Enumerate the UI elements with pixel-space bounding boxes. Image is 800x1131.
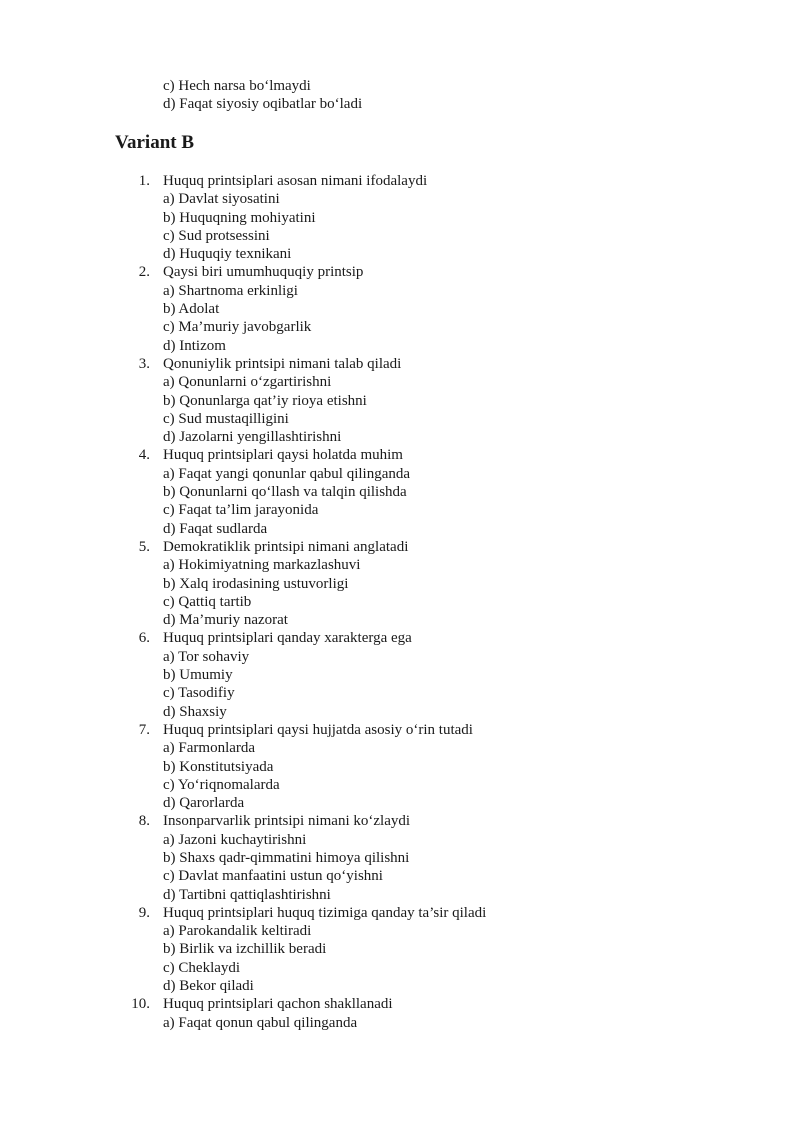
question-text: Huquq printsiplari qanday xarakterga ega [163,630,412,647]
option-text: b) Umumiy [163,667,233,684]
answer-option [0,410,800,428]
option-text: b) Birlik va izchillik beradi [163,941,327,958]
answer-option [0,465,800,483]
option-text: c) Sud protsessini [163,227,270,244]
question-line [0,263,800,281]
option-text: b) Qonunlarga qat’iy rioya etishni [163,392,367,409]
option-text: a) Tor sohaviy [163,648,250,665]
question-number: 7. [138,721,150,738]
answer-option [0,300,800,318]
question-line [0,629,800,647]
answer-option [0,849,800,867]
carryover-option [163,95,362,113]
option-text: a) Parokandalik keltiradi [163,923,312,940]
option-text: a) Faqat yangi qonunlar qabul qilinganda [163,465,411,482]
answer-option [0,227,800,245]
question-line [0,446,800,464]
question-text: Qonuniylik printsipi nimani talab qiladi [163,355,402,372]
answer-option [0,483,800,501]
question-item [0,355,800,446]
answer-option [0,611,800,629]
question-text: Huquq printsiplari qaysi holatda muhim [163,447,403,464]
answer-option [0,593,800,611]
question-line [0,721,800,739]
question-number: 6. [138,630,150,647]
question-text: Huquq printsiplari qachon shakllanadi [163,996,393,1013]
answer-option [0,977,800,995]
question-number: 10. [131,996,150,1013]
option-text: c) Sud mustaqilligini [163,410,289,427]
option-text: c) Ma’muriy javobgarlik [163,319,312,336]
answer-option [0,739,800,757]
option-text: d) Faqat sudlarda [163,520,268,537]
answer-option [0,684,800,702]
option-text: d) Tartibni qattiqlashtirishni [163,886,331,903]
option-text: c) Yo‘riqnomalarda [163,776,280,793]
answer-option [0,245,800,263]
answer-option [0,501,800,519]
question-item [0,446,800,537]
answer-option [0,318,800,336]
answer-option [0,666,800,684]
answer-option [0,190,800,208]
question-number: 1. [138,173,150,189]
option-text: a) Shartnoma erkinligi [163,282,298,299]
option-text: a) Davlat siyosatini [163,191,280,208]
option-text: a) Jazoni kuchaytirishni [163,831,307,848]
answer-option [0,520,800,538]
option-text: d) Bekor qiladi [163,978,254,995]
answer-option [0,758,800,776]
option-text: d) Qarorlarda [163,795,245,812]
option-text: b) Huquqning mohiyatini [163,209,316,226]
option-text: d) Ma’muriy nazorat [163,612,288,629]
option-text: b) Xalq irodasining ustuvorligi [163,575,349,592]
answer-option [0,373,800,391]
question-item [0,538,800,629]
question-line [0,812,800,830]
question-item [0,172,800,263]
answer-option [0,337,800,355]
option-text: c) Faqat ta’lim jarayonida [163,502,319,519]
answer-option [0,209,800,227]
question-text: Huquq printsiplari huquq tizimiga qanday ta’sir qiladi [163,904,487,921]
option-text: c) Hech narsa bo‘lmaydi [163,78,311,94]
answer-option [0,922,800,940]
answer-option [0,867,800,885]
option-text: a) Farmonlarda [163,740,256,757]
answer-option [0,556,800,574]
option-text: a) Faqat qonun qabul qilinganda [163,1014,358,1031]
question-item [0,904,800,995]
question-item [0,629,800,720]
question-text: Demokratiklik printsipi nimani anglatadi [163,538,409,555]
answer-option [0,794,800,812]
option-text: b) Shaxs qadr-qimmatini himoya qilishni [163,849,410,866]
question-line [0,995,800,1013]
question-number: 8. [138,813,150,830]
answer-option [0,959,800,977]
option-text: b) Qonunlarni qo‘llash va talqin qilishda [163,484,407,501]
question-line [0,355,800,373]
option-text: d) Intizom [163,337,226,354]
question-item [0,812,800,903]
option-text: b) Adolat [163,301,220,318]
question-text: Huquq printsiplari asosan nimani ifodalaydi [163,173,428,189]
option-text: d) Jazolarni yengillashtirishni [163,429,342,446]
question-number: 2. [138,264,150,281]
answer-option [0,648,800,666]
answer-option [0,886,800,904]
section-title: Variant B [115,132,195,153]
answer-option [0,1014,800,1032]
option-text: d) Faqat siyosiy oqibatlar bo‘ladi [163,96,363,113]
question-text: Insonparvarlik printsipi nimani ko‘zlaydi [163,813,411,830]
option-text: c) Tasodifiy [163,685,235,702]
answer-option [0,392,800,410]
option-text: c) Cheklaydi [163,959,241,976]
carryover-options [163,77,362,114]
option-text: c) Davlat manfaatini ustun qo‘yishni [163,868,383,885]
question-number: 9. [138,904,150,921]
option-text: c) Qattiq tartib [163,593,252,610]
answer-option [0,831,800,849]
question-number: 4. [138,447,150,464]
answer-option [0,575,800,593]
question-text: Huquq printsiplari qaysi hujjatda asosiy o‘rin tutadi [163,721,473,738]
answer-option [0,940,800,958]
question-line [0,904,800,922]
question-item [0,995,800,1032]
option-text: d) Shaxsiy [163,703,227,720]
question-item [0,721,800,812]
option-text: a) Hokimiyatning markazlashuvi [163,557,361,574]
question-line [0,172,800,190]
answer-option [0,428,800,446]
answer-option [0,776,800,794]
carryover-option [163,77,362,95]
answer-option [0,282,800,300]
option-text: a) Qonunlarni o‘zgartirishni [163,374,332,391]
option-text: b) Konstitutsiyada [163,758,274,775]
question-number: 3. [138,355,150,372]
question-item [0,263,800,354]
answer-option [0,703,800,721]
option-text: d) Huquqiy texnikani [163,246,292,263]
question-list [0,172,800,1032]
question-text: Qaysi biri umumhuquqiy printsip [163,264,364,281]
question-number: 5. [138,538,150,555]
question-line [0,538,800,556]
